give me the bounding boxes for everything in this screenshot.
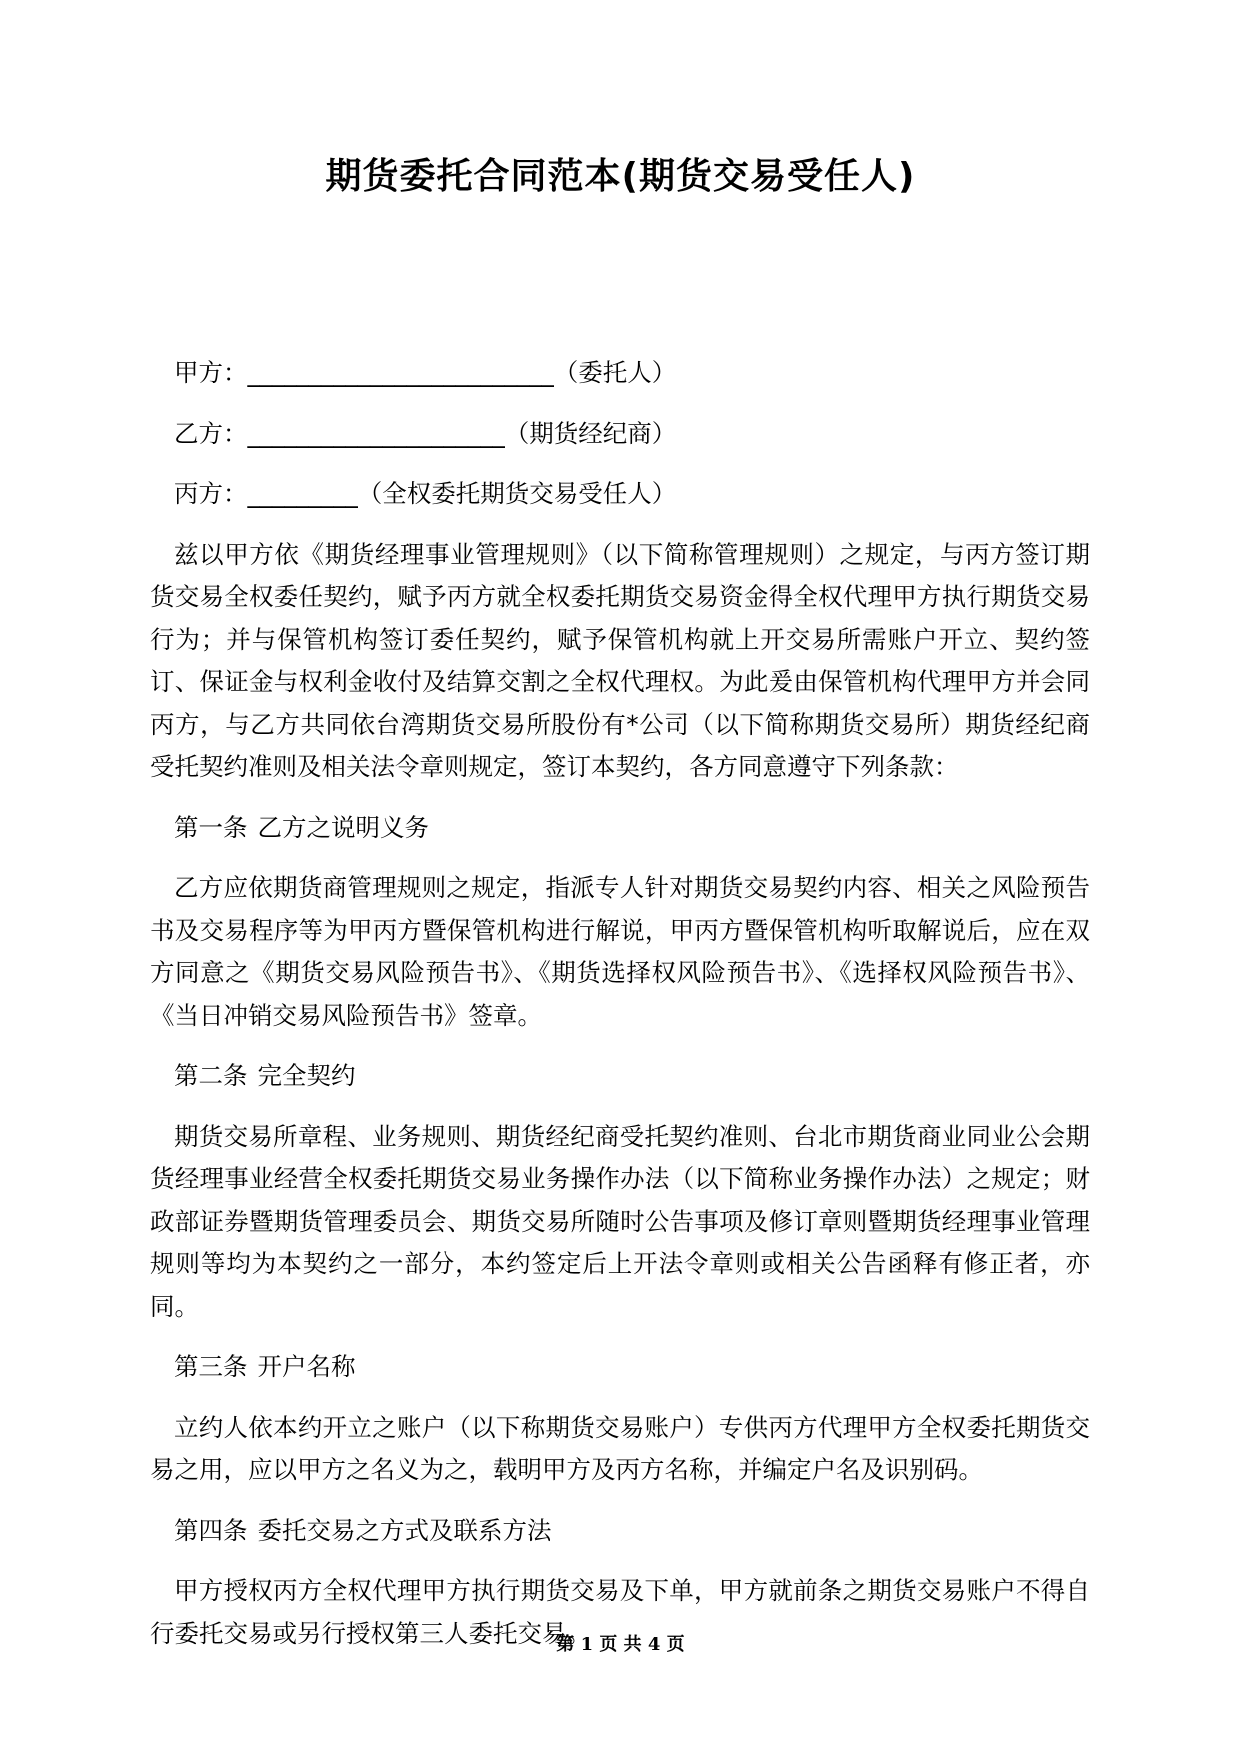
party-a-label: 甲方： <box>174 358 248 387</box>
party-b-line <box>150 413 1090 456</box>
article-1-heading <box>150 807 1090 850</box>
party-a-line <box>150 352 1090 395</box>
article-4-number: 第四条 <box>174 1515 248 1545</box>
party-a-role: （委托人） <box>553 358 677 387</box>
party-b-blank: _____________________ <box>247 418 505 448</box>
page-number: 第 1 页 共 4 页 <box>556 1634 685 1655</box>
document-body <box>150 352 1090 1673</box>
party-c-blank: _________ <box>247 479 358 508</box>
article-1-title: 乙方之说明义务 <box>257 812 429 842</box>
party-b-role: （期货经纪商） <box>504 418 677 448</box>
preamble-paragraph: 兹以甲方依《期货经理事业管理规则》（以下简称管理规则）之规定，与丙方签订期货交易全权委任契约，赋予丙方就全权委托期货交易资金得全权代理甲方执行期货交易行为；并与保管机构签订委任契约，赋予保管机构就上开交易所需账户开立、契约签订、保证金与权利金收付及结算交割之全权代理权。为此爰由保管机构代理甲方并会同丙方，与乙方共同依台湾期货交易所股份有*公司（以下简称期货交易所）期货经纪商受托契约准则及相关法令章则规定，签订本契约，各方同意遵守下列条款： <box>150 539 1090 781</box>
party-a-blank: _________________________ <box>247 358 554 387</box>
article-2-number: 第二条 <box>174 1061 248 1090</box>
document-title: 期货委托合同范本(期货交易受任人) <box>325 156 916 197</box>
party-b-label: 乙方： <box>174 418 248 448</box>
article-2-title: 完全契约 <box>257 1061 356 1090</box>
party-c-label: 丙方： <box>174 479 248 508</box>
article-2-body: 期货交易所章程、业务规则、期货经纪商受托契约准则、台北市期货商业同业公会期货经理事业经营全权委托期货交易业务操作办法（以下简称业务操作办法）之规定；财政部证券暨期货管理委员会、期货交易所随时公告事项及修订章则暨期货经理事业管理规则等均为本契约之一部分，本约签定后上开法令章则或相关公告函释有修正者，亦同。 <box>150 1121 1090 1321</box>
article-3-heading <box>150 1346 1090 1389</box>
article-4-heading <box>150 1510 1090 1553</box>
article-4-title: 委托交易之方式及联系方法 <box>257 1515 552 1545</box>
party-c-line <box>150 473 1090 516</box>
article-4-body: 甲方授权丙方全权代理甲方执行期货交易及下单，甲方就前条之期货交易账户不得自行委托交易或另行授权第三人委托交易。 <box>150 1576 1090 1648</box>
article-3-title: 开户名称 <box>257 1352 356 1381</box>
party-c-role: （全权委托期货交易受任人） <box>357 479 677 508</box>
article-1-body: 乙方应依期货商管理规则之规定，指派专人针对期货交易契约内容、相关之风险预告书及交易程序等为甲丙方暨保管机构进行解说，甲丙方暨保管机构听取解说后，应在双方同意之《期货交易风险预告书》、《期货选择权风险预告书》、《选择权风险预告书》、《当日冲销交易风险预告书》签章。 <box>150 873 1090 1030</box>
article-1-number: 第一条 <box>174 812 248 842</box>
article-2-heading <box>150 1055 1090 1098</box>
article-3-body: 立约人依本约开立之账户（以下称期货交易账户）专供丙方代理甲方全权委托期货交易之用，应以甲方之名义为之，载明甲方及丙方名称，并编定户名及识别码。 <box>150 1412 1090 1484</box>
article-3-number: 第三条 <box>174 1352 248 1381</box>
